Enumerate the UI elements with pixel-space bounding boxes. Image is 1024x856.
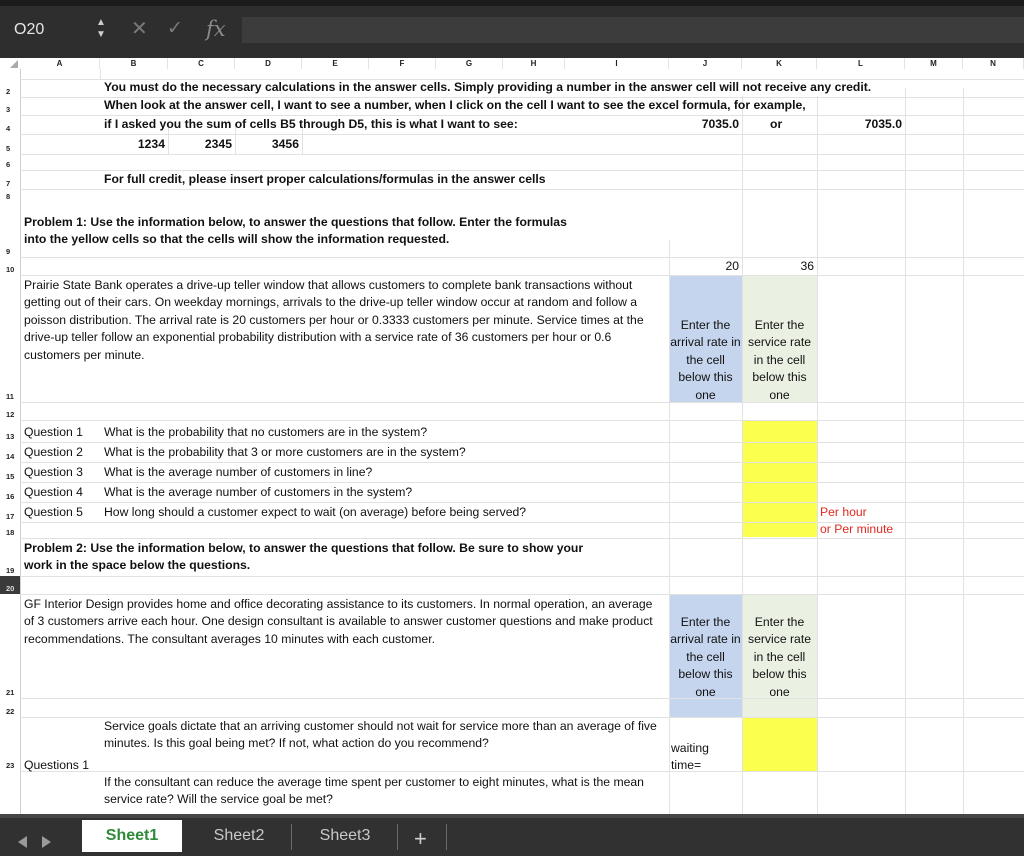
gridline [20, 402, 1024, 403]
unit-note-per-minute: or Per minute [820, 522, 894, 536]
question-3-text: What is the average number of customers in line? [104, 465, 373, 479]
row-header-11[interactable]: 11 [0, 275, 20, 402]
gridline [963, 88, 964, 814]
problem2-heading-line1: Problem 2: Use the information below, to answer the questions that follow. Be sure to show your [24, 541, 584, 555]
p1-service-instruction: Enter the service rate in the cell below this one [748, 318, 811, 402]
name-box-stepper-icon[interactable]: ▲ ▼ [96, 17, 106, 40]
spreadsheet-grid[interactable] [0, 58, 1024, 814]
problem1-description: Prairie State Bank operates a drive-up teller window that allows customers to complete bank transactions without getting out of their cars. On weekday mornings, arrivals to the drive-up teller window occur at random and follow a poisson distribution. The arrival rate is 20 customers per hour or 0.3333 customers per minute. Service times at the drive-up teller follow an exponential probability distribution with a service rate of 36 customers per hour or 0.6 customers per minute. [24, 278, 644, 362]
gridline [20, 257, 1024, 258]
p2-arrival-instruction: Enter the arrival rate in the cell below this one [670, 615, 741, 699]
unit-note-per-hour: Per hour [820, 505, 867, 519]
gridline [20, 698, 1024, 699]
row-header-23[interactable]: 23 [0, 717, 20, 771]
problem2-description: GF Interior Design provides home and office decorating assistance to its customers. In normal operation, an average of 3 customers arrive each hour. One design consultant is available to answer customer questions and make product recommendations. The consultant averages 10 minutes with each customer. [24, 597, 653, 646]
question-2-label: Question 2 [24, 445, 83, 459]
cell-d5[interactable]: 3456 [271, 137, 299, 151]
row-header-8[interactable]: 8 [0, 189, 20, 202]
gridline [20, 442, 1024, 443]
column-header-g[interactable]: G [436, 58, 503, 69]
next-sheet-icon[interactable] [42, 836, 51, 848]
question-3-label: Question 3 [24, 465, 83, 479]
row-header-7[interactable]: 7 [0, 170, 20, 189]
previous-sheet-icon[interactable] [18, 836, 27, 848]
column-header-c[interactable]: C [168, 58, 235, 69]
tab-separator [446, 824, 447, 850]
column-header-l[interactable]: L [817, 58, 905, 69]
problem1-heading-line1: Problem 1: Use the information below, to answer the questions that follow. Enter the formulas [24, 215, 567, 229]
p2-question-1-text: Service goals dictate that an arriving customer should not wait for service more than an average of five minutes. Is this goal being met? If not, what action do you recommend? [104, 719, 657, 751]
question-4-text: What is the average number of customers in the system? [104, 485, 413, 499]
column-header-m[interactable]: M [905, 58, 963, 69]
row-header-15[interactable]: 15 [0, 462, 20, 482]
row-header-17[interactable]: 17 [0, 502, 20, 522]
column-header-a[interactable]: A [20, 58, 100, 69]
row-header-9[interactable]: 9 [0, 202, 20, 257]
row-header-13[interactable]: 13 [0, 420, 20, 442]
p1-arrival-instruction: Enter the arrival rate in the cell below this one [670, 318, 741, 402]
row-header-6[interactable]: 6 [0, 154, 20, 170]
gridline [20, 538, 1024, 539]
formula-input[interactable] [242, 17, 1024, 43]
sheet-tab-sheet1[interactable]: Sheet1 [82, 820, 182, 852]
cell-c5[interactable]: 2345 [204, 137, 232, 151]
row-header-18[interactable]: 18 [0, 522, 20, 538]
problem1-heading-line2: into the yellow cells so that the cells will show the information requested. [24, 232, 450, 246]
accept-edit-icon[interactable]: ✓ [167, 18, 183, 39]
formula-bar [0, 0, 1024, 58]
tab-bar-edge [0, 814, 1024, 818]
row-header-2[interactable]: 2 [0, 79, 20, 97]
gridline [20, 594, 1024, 595]
tab-separator [397, 824, 398, 850]
sheet-tab-bar [0, 814, 1024, 856]
gridline [20, 462, 1024, 463]
column-header-n[interactable]: N [963, 58, 1024, 69]
column-header-b[interactable]: B [100, 58, 168, 69]
question-2-text: What is the probability that 3 or more customers are in the system? [104, 445, 466, 459]
name-box[interactable]: O20 [10, 16, 84, 44]
gridline [742, 96, 743, 814]
waiting-time-label-1: waiting [671, 741, 709, 755]
cancel-edit-icon[interactable]: ✕ [131, 18, 148, 40]
column-header-d[interactable]: D [235, 58, 302, 69]
gridline [20, 154, 1024, 155]
question-5-text: How long should a customer expect to wait (on average) before being served? [104, 505, 527, 519]
example-sum-1[interactable]: 7035.0 [701, 117, 739, 131]
row-header-19[interactable]: 19 [0, 538, 20, 576]
gridline [20, 189, 1024, 190]
p2-answer-cell[interactable] [742, 717, 817, 771]
question-4-label: Question 4 [24, 485, 83, 499]
gridline [20, 576, 1024, 577]
question-1-label: Question 1 [24, 425, 83, 439]
waiting-time-label-2: time= [671, 758, 702, 772]
instruction-line-3: if I asked you the sum of cells B5 through D5, this is what I want to see: [104, 117, 518, 131]
question-5-label: Question 5 [24, 505, 83, 519]
gridline [20, 502, 1024, 503]
gridline [20, 420, 1024, 421]
column-header-f[interactable]: F [369, 58, 436, 69]
example-sum-2[interactable]: 7035.0 [864, 117, 902, 131]
row-header-3[interactable]: 3 [0, 97, 20, 115]
row-header[interactable] [0, 69, 20, 79]
sheet-tab-sheet2[interactable]: Sheet2 [213, 827, 265, 844]
row-header-10[interactable]: 10 [0, 257, 20, 275]
p1-answer-cells[interactable] [742, 420, 817, 537]
column-header-i[interactable]: I [565, 58, 669, 69]
column-header-j[interactable]: J [669, 58, 742, 69]
gridline [20, 771, 1024, 772]
row-header-22[interactable]: 22 [0, 698, 20, 717]
row-header-20[interactable]: 20 [0, 576, 20, 594]
p1-arrival-value[interactable]: 20 [725, 259, 739, 273]
or-label: or [770, 117, 783, 131]
toolbar-edge [0, 0, 1024, 6]
instruction-line-1: You must do the necessary calculations in the answer cells. Simply providing a number in the answer cell will not receive any credit. [104, 80, 872, 94]
tab-separator [291, 824, 292, 850]
gridline [20, 134, 1024, 135]
gridline [905, 88, 906, 814]
p2-service-instruction: Enter the service rate in the cell below this one [748, 615, 811, 699]
column-header-k[interactable]: K [742, 58, 817, 69]
column-header-h[interactable]: H [503, 58, 565, 69]
gridline [20, 482, 1024, 483]
row-header-14[interactable]: 14 [0, 442, 20, 462]
column-header-e[interactable]: E [302, 58, 369, 69]
p1-service-value[interactable]: 36 [800, 259, 814, 273]
instruction-line-2: When look at the answer cell, I want to see a number, when I click on the cell I want to see the excel formula, for example, [104, 98, 806, 112]
add-sheet-icon[interactable]: + [414, 826, 427, 851]
gridline [817, 96, 818, 814]
row-header-16[interactable]: 16 [0, 482, 20, 502]
cell-b5[interactable]: 1234 [137, 137, 165, 151]
sheet-tab-sheet3[interactable]: Sheet3 [319, 827, 371, 844]
gridline [100, 69, 101, 79]
row-header-21[interactable]: 21 [0, 594, 20, 698]
problem2-heading-line2: work in the space below the questions. [24, 558, 251, 572]
p2-question-2-text: If the consultant can reduce the average time spent per customer to eight minutes, what is the mean service rate? Will the service goal be met? [104, 775, 644, 807]
insert-function-icon[interactable]: fx [206, 17, 226, 41]
p2-questions-label: Questions 1 [24, 758, 90, 772]
row-header-12[interactable]: 12 [0, 402, 20, 420]
row-header-4[interactable]: 4 [0, 115, 20, 134]
question-1-text: What is the probability that no customers are in the system? [104, 425, 428, 439]
select-all-icon[interactable] [0, 58, 20, 69]
row-header-5[interactable]: 5 [0, 134, 20, 154]
credit-note: For full credit, please insert proper calculations/formulas in the answer cells [104, 172, 546, 186]
gridline [20, 275, 1024, 276]
